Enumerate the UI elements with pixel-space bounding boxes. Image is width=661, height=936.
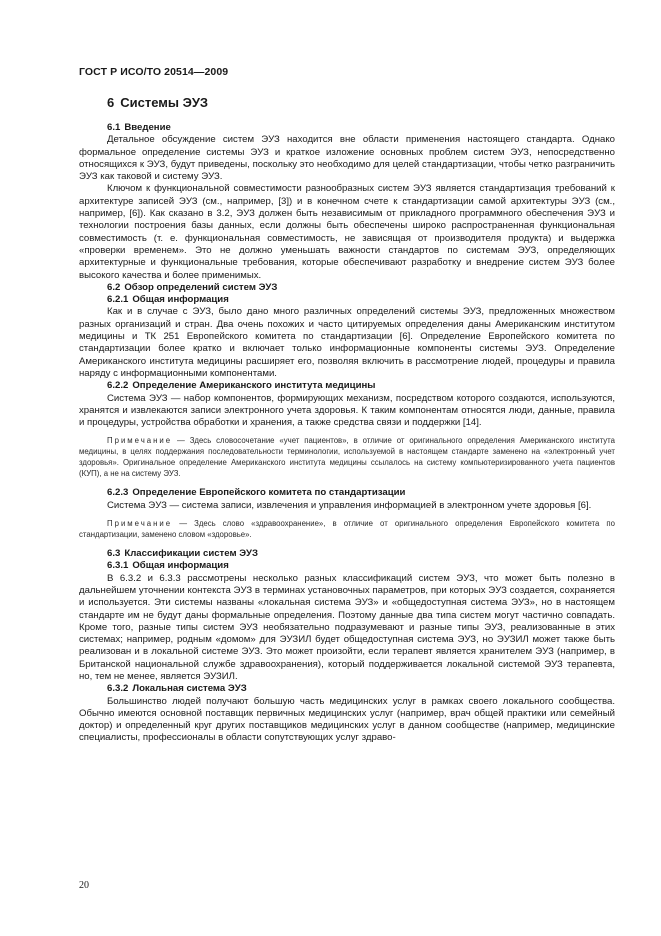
subsection-6-2-1-heading bbox=[79, 294, 615, 306]
paragraph: Большинство людей получают большую часть медицинских услуг в рамках своего локального сообщества. Обычно имеются основной поставщик первичных медицинских услуг (например, врач общей практики или семейный доктор) и определенный круг других поставщиков медицинских услуг в данном сообществе (например, медицинские специалисты, профессионалы в области сопутствующих услуг здраво- bbox=[79, 695, 615, 744]
subsection-number: 6.3 bbox=[107, 548, 121, 560]
subsection-title: Общая информация bbox=[132, 294, 229, 306]
section-number: 6 bbox=[107, 95, 115, 110]
subsection-6-2-2-heading bbox=[79, 380, 615, 392]
note-text: — Здесь словосочетание «учет пациентов», в отличие от оригинального определения Американского института медицины, в целях поддержания последовательности терминологии, используемой в настоящем стандарте заменено на «электронный учет здоровья». Оригинальное определение Американского института медицины ссылалось на систему компьютеризированного учета пациентов (КУП), а не на систему ЭУЗ. bbox=[79, 436, 615, 479]
note-label: Примечание bbox=[107, 519, 173, 529]
subsection-number: 6.3.1 bbox=[107, 560, 129, 572]
subsection-title: Обзор определений систем ЭУЗ bbox=[124, 281, 278, 293]
section-title: Системы ЭУЗ bbox=[120, 95, 209, 110]
subsection-title: Введение bbox=[124, 122, 171, 133]
note-text: — Здесь слово «здравоохранение», в отличие от оригинального определения Европейского комитета по стандартизации, заменено словом «здоровье». bbox=[79, 519, 615, 540]
note bbox=[79, 518, 615, 540]
note bbox=[79, 435, 615, 479]
subsection-6-3-2-heading bbox=[79, 683, 615, 695]
subsection-6-2-3-heading bbox=[79, 487, 615, 499]
subsection-title: Локальная система ЭУЗ bbox=[132, 683, 247, 695]
document-body bbox=[79, 95, 615, 745]
subsection-number: 6.2 bbox=[107, 281, 121, 293]
subsection-title: Классификации систем ЭУЗ bbox=[124, 548, 259, 560]
paragraph: Детальное обсуждение систем ЭУЗ находится вне области применения настоящего стандарта. Однако формальное определение системы ЭУЗ и краткое изложение основных проблем систем ЭУЗ, непосредственно относящихся к ЭУЗ, будут приведены, поскольку это необходимо для целей стандартизации, чтобы четко разграничить ЭУЗ как таковой и систему ЭУЗ. bbox=[79, 134, 615, 183]
subsection-6-2-heading bbox=[79, 282, 615, 294]
document-header: ГОСТ Р ИСО/ТО 20514—2009 bbox=[79, 66, 229, 78]
section-6-heading bbox=[107, 95, 615, 110]
subsection-6-3-1-heading bbox=[79, 560, 615, 572]
subsection-number: 6.2.3 bbox=[107, 487, 129, 499]
subsection-title: Определение Американского института медицины bbox=[132, 380, 376, 392]
subsection-number: 6.2.1 bbox=[107, 294, 129, 306]
subsection-6-1-heading bbox=[79, 122, 615, 134]
subsection-number: 6.2.2 bbox=[107, 380, 129, 392]
paragraph: В 6.3.2 и 6.3.3 рассмотрены несколько разных классификаций систем ЭУЗ, что может быть полезно в дальнейшем уточнении контекста ЭУЗ в терминах установочных параметров, при которых ЭУЗ создается, сохраняется и используется. Эти системы названы «локальная система ЭУЗ» и «общедоступная система ЭУЗ», но в настоящем стандарте им не будут даны формальные определения. Поэтому данные два типа систем могут частично совпадать. Кроме того, разные типы систем ЭУЗ необязательно подразумевают и разные типы ЭУЗ, реализованные в этих системах; например, родным «домом» для ЭУЗИЛ будет общедоступная система ЭУЗ, но ЭУЗИЛ может также быть реализован и в локальной системе ЭУЗ. Это может произойти, если терапевт является хранителем ЭУЗ (например, в Британской национальной службе здравоохранения), который поддерживается локальной системой ЭУЗ терапевта, но, тем не менее, является ЭУЗИЛ. bbox=[79, 572, 615, 682]
subsection-title: Определение Европейского комитета по стандартизации bbox=[132, 487, 406, 499]
note-label: Примечание bbox=[107, 436, 173, 446]
subsection-title: Общая информация bbox=[132, 560, 229, 572]
subsection-number: 6.1 bbox=[107, 122, 121, 133]
subsection-6-3-heading bbox=[79, 548, 615, 560]
paragraph: Как и в случае с ЭУЗ, было дано много различных определений системы ЭУЗ, предложенных множеством разных организаций и стран. Два очень похожих и часто цитируемых определения даны Американским институтом медицины и ТК 251 Европейского комитета по стандартизации [6]. Определение Европейского комитета по стандартизации более кратко и включает только информационные компоненты системы ЭУЗ. Определение Американского института медицины расширяет его, позволяя включить в рассмотрение людей, процедуры и правила наряду с информационными компонентами. bbox=[79, 306, 615, 379]
page-number: 20 bbox=[79, 880, 89, 891]
paragraph: Ключом к функциональной совместимости разнообразных систем ЭУЗ является стандартизация требований к архитектуре записей ЭУЗ (см., например, [3]) и в конечном счете к стандартизации самой архитектуры ЭУЗ (см., например, [6]). Как сказано в 3.2, ЭУЗ должен быть независимым от прикладного программного обеспечения ЭУЗ и технологии построения базы данных, если должны быть обеспечены широко распространенная функциональная совместимость (т. е. функциональная совместимость, не зависящая от производителя продукта) и выдержка «проверки временем». Это не должно уменьшать важности стандартов по системам ЭУЗ, определяющих архитектурные и функциональные требования, которые обеспечивают разработку и внедрение систем ЭУЗ более высокого качества и более применимых. bbox=[79, 183, 615, 281]
paragraph: Система ЭУЗ — система записи, извлечения и управления информацией в электронном учете здоровья [6]. bbox=[107, 499, 592, 511]
paragraph: Система ЭУЗ — набор компонентов, формирующих механизм, посредством которого создаются, используются, хранятся и извлекаются записи электронного учета здоровья. К таким компонентам относятся люди, данные, правила и процедуры, устройства обработки и хранения, а также средства связи и поддержки [14]. bbox=[79, 392, 615, 429]
subsection-number: 6.3.2 bbox=[107, 683, 129, 695]
